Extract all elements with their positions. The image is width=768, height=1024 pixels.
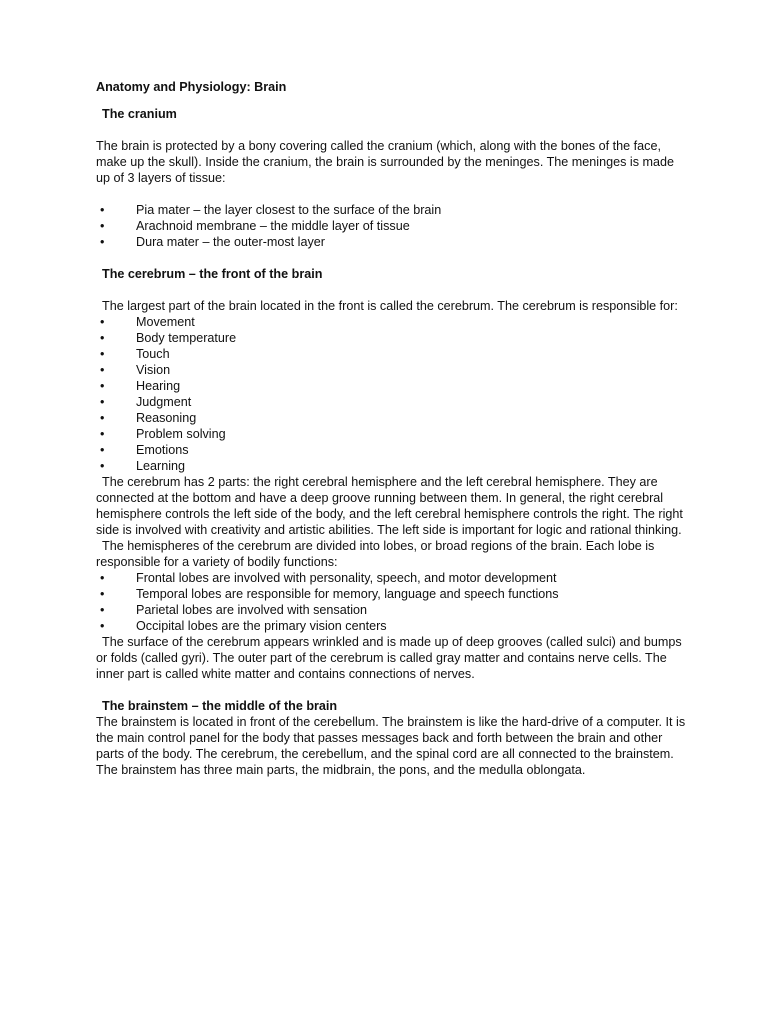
list-item xyxy=(96,346,686,362)
spacer xyxy=(96,122,686,138)
list-item-text: Temporal lobes are responsible for memory, language and speech functions xyxy=(136,587,559,601)
section-heading-cranium: The cranium xyxy=(102,107,177,121)
list-item xyxy=(96,458,686,474)
spacer xyxy=(96,186,686,202)
spacer xyxy=(96,282,686,298)
list-item xyxy=(96,314,686,330)
bullet-icon: • xyxy=(100,235,105,249)
section-heading-brainstem: The brainstem – the middle of the brain xyxy=(102,699,338,713)
list-item xyxy=(96,218,686,234)
bullet-icon: • xyxy=(100,363,105,377)
list-item-text: Reasoning xyxy=(136,411,197,425)
list-item xyxy=(96,234,686,250)
list-item-text: Pia mater – the layer closest to the surface of the brain xyxy=(136,203,442,217)
bullet-icon: • xyxy=(100,315,105,329)
lobes-paragraph: The hemispheres of the cerebrum are divided into lobes, or broad regions of the brain. Each lobe is responsible for a variety of bodily functions: xyxy=(96,539,655,569)
document-body xyxy=(96,79,686,778)
document-title: Anatomy and Physiology: Brain xyxy=(96,80,287,94)
list-item xyxy=(96,442,686,458)
list-item xyxy=(96,202,686,218)
bullet-icon: • xyxy=(100,395,105,409)
spacer xyxy=(96,95,686,106)
list-item xyxy=(96,586,686,602)
bullet-icon: • xyxy=(100,619,105,633)
bullet-icon: • xyxy=(100,427,105,441)
list-item-text: Emotions xyxy=(136,443,189,457)
list-item-text: Arachnoid membrane – the middle layer of tissue xyxy=(136,219,410,233)
bullet-icon: • xyxy=(100,571,105,585)
list-item xyxy=(96,394,686,410)
bullet-icon: • xyxy=(100,459,105,473)
list-item-text: Judgment xyxy=(136,395,192,409)
list-item-text: Problem solving xyxy=(136,427,226,441)
surface-paragraph: The surface of the cerebrum appears wrinkled and is made up of deep grooves (called sulci) and bumps or folds (called gyri). The outer part of the cerebrum is called gray matter and contains nerve cells. The inner part is called white matter and contains connections of nerves. xyxy=(96,635,682,681)
list-item xyxy=(96,378,686,394)
list-item-text: Occipital lobes are the primary vision centers xyxy=(136,619,387,633)
bullet-icon: • xyxy=(100,411,105,425)
cerebrum-intro-paragraph: The largest part of the brain located in the front is called the cerebrum. The cerebrum is responsible for: xyxy=(102,299,678,313)
bullet-icon: • xyxy=(100,219,105,233)
lobes-list xyxy=(96,570,686,634)
spacer xyxy=(96,682,686,698)
list-item xyxy=(96,330,686,346)
meninges-layers-list xyxy=(96,202,686,250)
brainstem-paragraph: The brainstem is located in front of the cerebellum. The brainstem is like the hard-drive of a computer. It is the main control panel for the body that passes messages back and forth between the brain and other parts of the body. The cerebrum, the cerebellum, and the spinal cord are all connected to the brainstem. The brainstem has three main parts, the midbrain, the pons, and the medulla oblongata. xyxy=(96,715,686,777)
section-heading-cerebrum: The cerebrum – the front of the brain xyxy=(102,267,323,281)
list-item xyxy=(96,362,686,378)
list-item-text: Dura mater – the outer-most layer xyxy=(136,235,325,249)
bullet-icon: • xyxy=(100,587,105,601)
bullet-icon: • xyxy=(100,443,105,457)
cranium-paragraph: The brain is protected by a bony covering called the cranium (which, along with the bones of the face, make up the skull). Inside the cranium, the brain is surrounded by the meninges. The meninges is made up of 3 layers of tissue: xyxy=(96,139,674,185)
list-item xyxy=(96,410,686,426)
cerebrum-functions-list xyxy=(96,314,686,474)
list-item-text: Frontal lobes are involved with personality, speech, and motor development xyxy=(136,571,557,585)
list-item-text: Parietal lobes are involved with sensation xyxy=(136,603,368,617)
bullet-icon: • xyxy=(100,379,105,393)
list-item xyxy=(96,426,686,442)
bullet-icon: • xyxy=(100,347,105,361)
list-item-text: Hearing xyxy=(136,379,181,393)
bullet-icon: • xyxy=(100,203,105,217)
list-item-text: Vision xyxy=(136,363,171,377)
spacer xyxy=(96,250,686,266)
list-item xyxy=(96,618,686,634)
hemispheres-paragraph: The cerebrum has 2 parts: the right cerebral hemisphere and the left cerebral hemisphere. They are connected at the bottom and have a deep groove running between them. In general, the right cerebral hemisphere controls the left side of the body, and the left cerebral hemisphere controls the right. The right side is involved with creativity and artistic abilities. The left side is important for logic and rational thinking. xyxy=(96,475,683,537)
list-item-text: Body temperature xyxy=(136,331,237,345)
list-item-text: Movement xyxy=(136,315,195,329)
list-item xyxy=(96,570,686,586)
bullet-icon: • xyxy=(100,331,105,345)
bullet-icon: • xyxy=(100,603,105,617)
list-item xyxy=(96,602,686,618)
list-item-text: Learning xyxy=(136,459,186,473)
list-item-text: Touch xyxy=(136,347,170,361)
